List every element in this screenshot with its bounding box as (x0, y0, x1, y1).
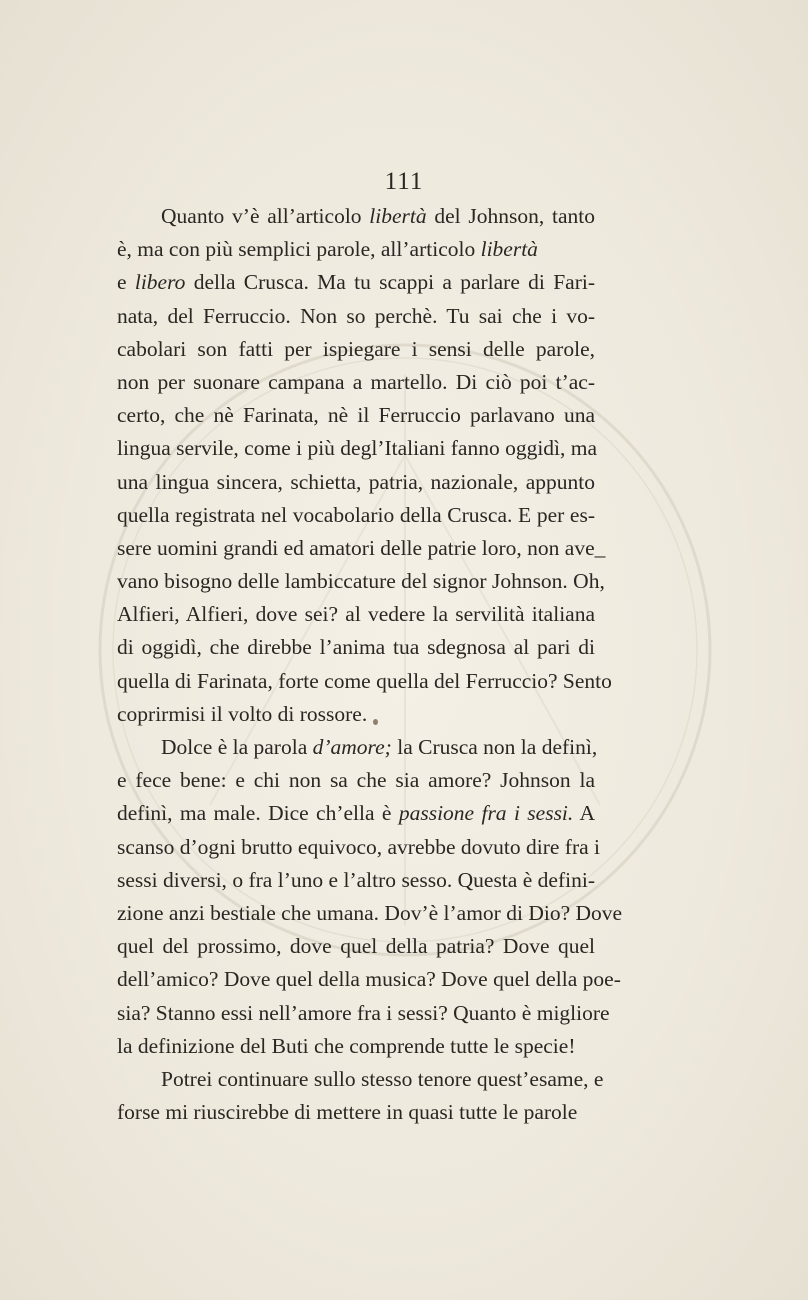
text-line (117, 665, 612, 698)
text-line (117, 300, 595, 333)
text-segment: di oggidì, che direbbe l’anima tua sdegnosa al pari di (117, 635, 595, 660)
text-line (117, 399, 595, 432)
text-segment: Quanto v’è all’articolo (161, 204, 370, 228)
text-segment: è, ma con più semplici parole, all’articolo (117, 237, 481, 262)
text-segment: Dolce è la parola (161, 735, 313, 759)
text-segment: la Crusca non la definì, (391, 735, 598, 759)
text-line (117, 997, 610, 1030)
text-segment: certo, che nè Farinata, nè il Ferruccio parlavano una (117, 403, 595, 428)
text-line (117, 366, 595, 399)
text-segment: della Crusca. Ma tu scappi a parlare di Fari- (185, 270, 595, 295)
page-number: 111 (384, 168, 424, 195)
text-line (117, 233, 595, 266)
text-line (117, 831, 601, 864)
text-segment: e fece bene: e chi non sa che sia amore? Johnson la (117, 768, 595, 793)
italic-text: libertà (480, 237, 538, 262)
text-line (117, 532, 606, 565)
text-segment: definì, ma male. Dice ch’ella è (117, 801, 399, 826)
text-segment: nata, del Ferruccio. Non so perchè. Tu sai che i vo- (117, 303, 595, 328)
text-line (117, 731, 598, 764)
text-segment: cabolari son fatti per ispiegare i sensi delle parole, (117, 336, 595, 361)
text-segment: zione anzi bestiale che umana. Dov’è l’amor di Dio? Dove (117, 900, 623, 925)
text-line (117, 432, 598, 465)
italic-text: libero (134, 270, 186, 295)
text-line (117, 963, 621, 996)
text-line (117, 864, 595, 897)
text-segment: sere uomini grandi ed amatori delle patrie loro, non ave_ (117, 535, 606, 560)
text-line (117, 1096, 595, 1129)
text-segment: e (117, 270, 135, 295)
text-segment: dell’amico? Dove quel della musica? Dove quel della poe- (117, 967, 621, 992)
text-line (117, 1063, 604, 1096)
italic-text: libertà (369, 204, 427, 228)
text-segment: sessi diversi, o fra l’uno e l’altro sesso. Questa è defini- (117, 867, 595, 892)
text-line (117, 499, 595, 532)
text-segment: Potrei continuare sullo stesso tenore quest’esame, e (161, 1066, 604, 1091)
text-line (117, 797, 595, 830)
text-segment: la definizione del Buti che comprende tutte le specie! (117, 1033, 576, 1058)
italic-text: d’amore; (312, 735, 392, 759)
text-segment: non per suonare campana a martello. Di ciò poi t’ac- (117, 369, 595, 394)
italic-text: passione fra i sessi. (398, 801, 574, 826)
text-line (117, 930, 595, 963)
text-segment: sia? Stanno essi nell’amore fra i sessi? Quanto è migliore (117, 1000, 610, 1025)
text-line (117, 565, 605, 598)
text-segment: forse mi riuscirebbe di mettere in quasi tutte le parole (117, 1100, 578, 1125)
text-segment: Alfieri, Alfieri, dove sei? al vedere la servilità italiana (117, 602, 595, 627)
text-line (117, 466, 595, 499)
text-segment: una lingua sincera, schietta, patria, nazionale, appunto (117, 469, 595, 494)
text-line (117, 266, 595, 299)
text-line (117, 333, 595, 366)
text-line (117, 598, 595, 631)
text-line (117, 1030, 595, 1063)
text-segment: quella di Farinata, forte come quella del Ferruccio? Sento (117, 668, 612, 693)
text-segment: lingua servile, come i più degl’Italiani fanno oggidì, ma (117, 436, 598, 461)
text-line (117, 897, 623, 930)
text-segment: coprirmisi il volto di rossore. (117, 701, 368, 726)
text-segment: quella registrata nel vocabolario della Crusca. E per es- (117, 502, 595, 527)
text-line (117, 200, 595, 233)
text-segment: scanso d’ogni brutto equivoco, avrebbe dovuto dire fra i (117, 834, 601, 859)
text-segment: del Johnson, tanto (426, 204, 595, 228)
ink-speck (373, 719, 378, 725)
body-text (117, 200, 623, 1129)
text-line (117, 698, 595, 731)
text-line (117, 631, 595, 664)
text-segment: vano bisogno delle lambiccature del signor Johnson. Oh, (117, 569, 605, 594)
text-segment: A (573, 801, 596, 826)
text-segment: quel del prossimo, dove quel della patria? Dove quel (117, 934, 595, 959)
text-line (117, 764, 595, 797)
